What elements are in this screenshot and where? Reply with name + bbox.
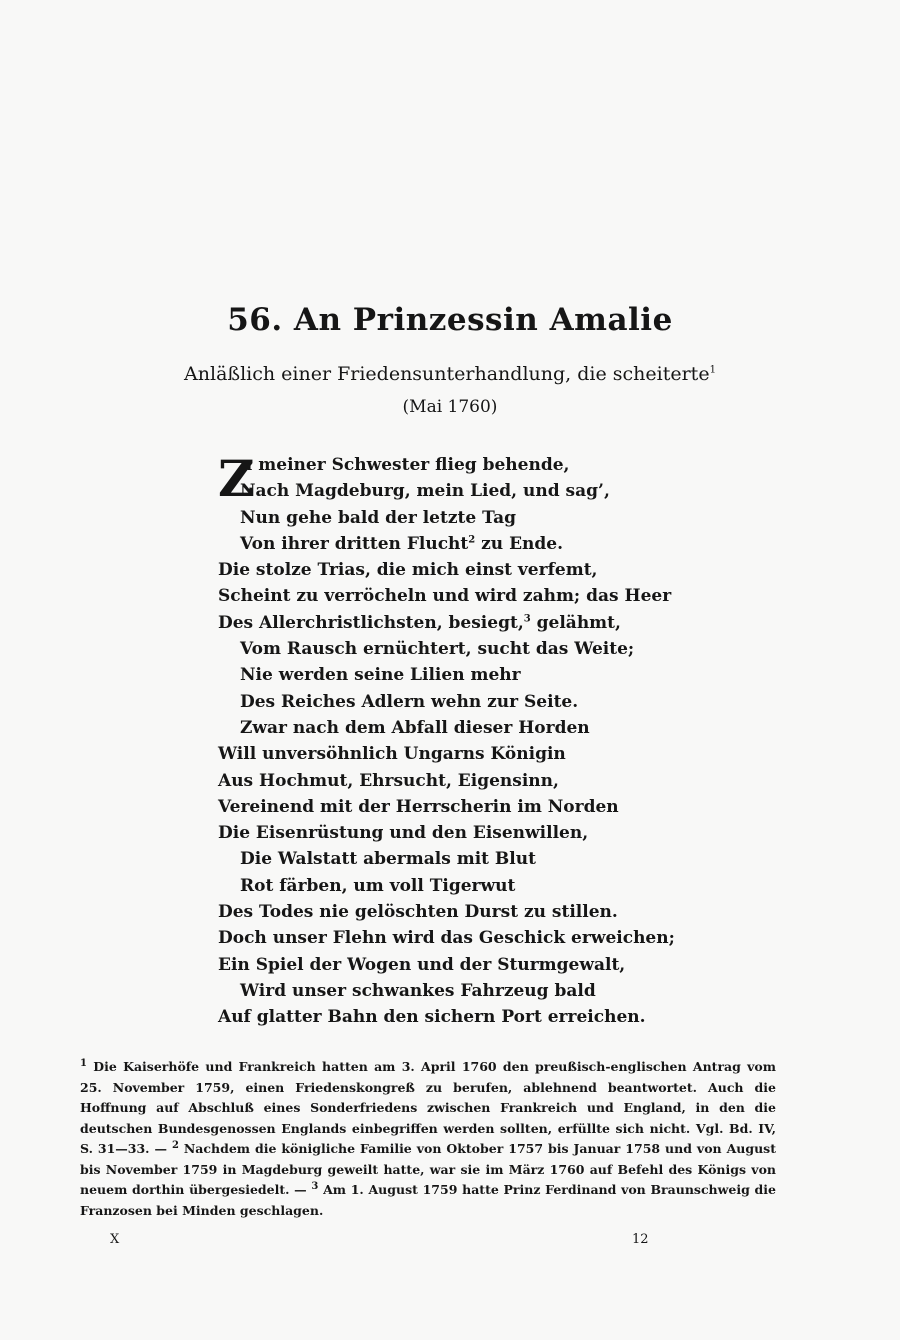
verse-line: Vereinend mit der Herrscherin im Norden [218,796,619,817]
drop-cap: Z [218,449,255,508]
verse-line: Nun gehe bald der letzte Tag [240,507,517,528]
footnote-marker-3: 3 [311,1180,319,1192]
verse-line: Die Eisenrüstung und den Eisenwillen, [218,823,589,844]
footnote-ref-3: 3 [523,613,531,625]
subtitle-text: Anläßlich einer Friedensunterhandlung, die scheiterte [184,363,710,385]
verse-text: gelähmt, [530,612,621,633]
footnote-marker-2: 2 [171,1139,179,1151]
verse-line: Zwar nach dem Abfall dieser Horden [240,717,590,738]
verse-line: Nie werden seine Lilien mehr [240,665,521,686]
verse-line [218,610,818,636]
verse-line: Aus Hochmut, Ehrsucht, Eigensinn, [218,770,559,791]
verse-line: Nach Magdeburg, mein Lied, und sag’, [240,481,610,502]
verse-line: Ein Spiel der Wogen und der Sturmgewalt, [218,954,626,975]
footnote-text-1: Die Kaiserhöfe und Frankreich hatten am 3. April 1760 den preußisch-englischen Antrag vom 25. November 1759, einen Friedenskongreß zu berufen, ablehnend beantwortet. Auch die Hoffnung auf Abschluß eines Sonderfriedens zwischen Frankreich und England, in den die deutschen Bundesgenossen Englands einbegriffen werden sollten, erfüllte sich nicht. Vgl. Bd. IV, S. 31—33. — [80,1059,776,1156]
verse-line: Auf glatter Bahn den sichern Port erreichen. [218,1007,646,1028]
verse-text: Von ihrer dritten Flucht [240,533,469,554]
verse-line: Die Walstatt abermals mit Blut [240,849,536,870]
poem-subtitle [0,363,900,385]
footnote-marker-1: 1 [80,1057,87,1069]
verse-line [218,531,818,557]
verse-text: zu Ende. [475,533,564,554]
verse-line: Die stolze Trias, die mich einst verfemt, [218,560,598,581]
verse-line: Rot färben, um voll Tigerwut [240,875,516,896]
verse-line: Des Reiches Adlern wehn zur Seite. [240,691,579,712]
page-number: 12 [632,1232,649,1247]
verse-line: Will unversöhnlich Ungarns Königin [218,744,566,765]
footnote-ref-2: 2 [468,534,476,546]
verse-line: Doch unser Flehn wird das Geschick erweichen; [218,928,675,949]
footnote-text-3: Am 1. August 1759 hatte Prinz Ferdinand von Braunschweig die Franzosen bei Minden geschlagen. [80,1182,776,1218]
footnote-text-2: Nachdem die königliche Familie von Oktober 1757 bis Januar 1758 und von August bis November 1759 in Magdeburg geweilt hatte, war sie im März 1760 auf Befehl des Königs von neuem dorthin übergesiedelt. — [80,1141,776,1197]
verse-line: Scheint zu verröcheln und wird zahm; das Heer [218,586,672,607]
verse-text: u meiner Schwester flieg behende, [240,455,570,475]
poem-date: (Mai 1760) [402,397,498,417]
signature-mark: X [110,1232,120,1247]
verse-line: Vom Rausch ernüchtert, sucht das Weite; [240,639,635,660]
verse-text: Des Allerchristlichsten, besiegt, [218,612,524,633]
verse-line: Des Todes nie gelöschten Durst zu stillen. [218,902,618,923]
footnote-ref-1: 1 [709,364,716,376]
poem-body [218,449,818,1031]
footnotes [80,1057,776,1221]
verse-line: Wird unser schwankes Fahrzeug bald [240,980,596,1001]
poem-title: 56. An Prinzessin Amalie [227,302,673,338]
